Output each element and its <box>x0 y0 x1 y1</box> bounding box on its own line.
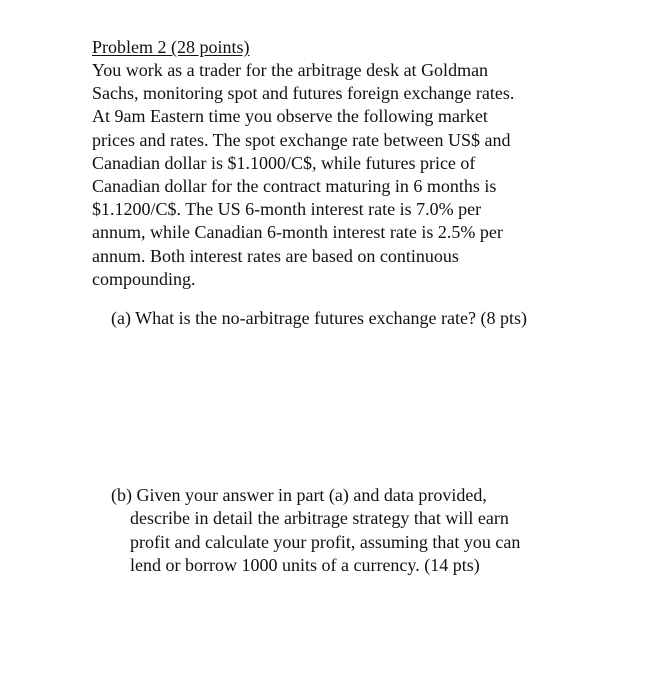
statement-line: compounding. <box>92 268 196 289</box>
statement-line: Canadian dollar for the contract maturing in 6 months is <box>92 176 497 197</box>
statement-line: $1.1200/C$. The US 6-month interest rate is 7.0% per <box>92 199 482 220</box>
statement-line: Canadian dollar is $1.1000/C$, while futures price of <box>92 152 476 173</box>
part-b-line: (b) Given your answer in part (a) and data provided, <box>111 485 487 505</box>
problem-title: Problem 2 (28 points) <box>92 37 250 57</box>
question-part-b <box>111 484 520 577</box>
statement-line: You work as a trader for the arbitrage desk at Goldman <box>92 60 489 80</box>
question-part-a: (a) What is the no-arbitrage futures exchange rate? (8 pts) <box>111 308 527 328</box>
statement-line: annum. Both interest rates are based on continuous <box>92 245 459 266</box>
statement-line: Sachs, monitoring spot and futures foreign exchange rates. <box>92 83 515 104</box>
part-b-line: describe in detail the arbitrage strategy that will earn <box>130 508 509 529</box>
statement-line: annum, while Canadian 6-month interest rate is 2.5% per <box>92 222 503 243</box>
problem-statement <box>92 59 562 291</box>
part-b-line: lend or borrow 1000 units of a currency. (14 pts) <box>130 554 480 575</box>
part-b-line: profit and calculate your profit, assuming that you can <box>130 531 521 552</box>
statement-line: prices and rates. The spot exchange rate between US$ and <box>92 129 511 150</box>
statement-line: At 9am Eastern time you observe the following market <box>92 106 488 127</box>
